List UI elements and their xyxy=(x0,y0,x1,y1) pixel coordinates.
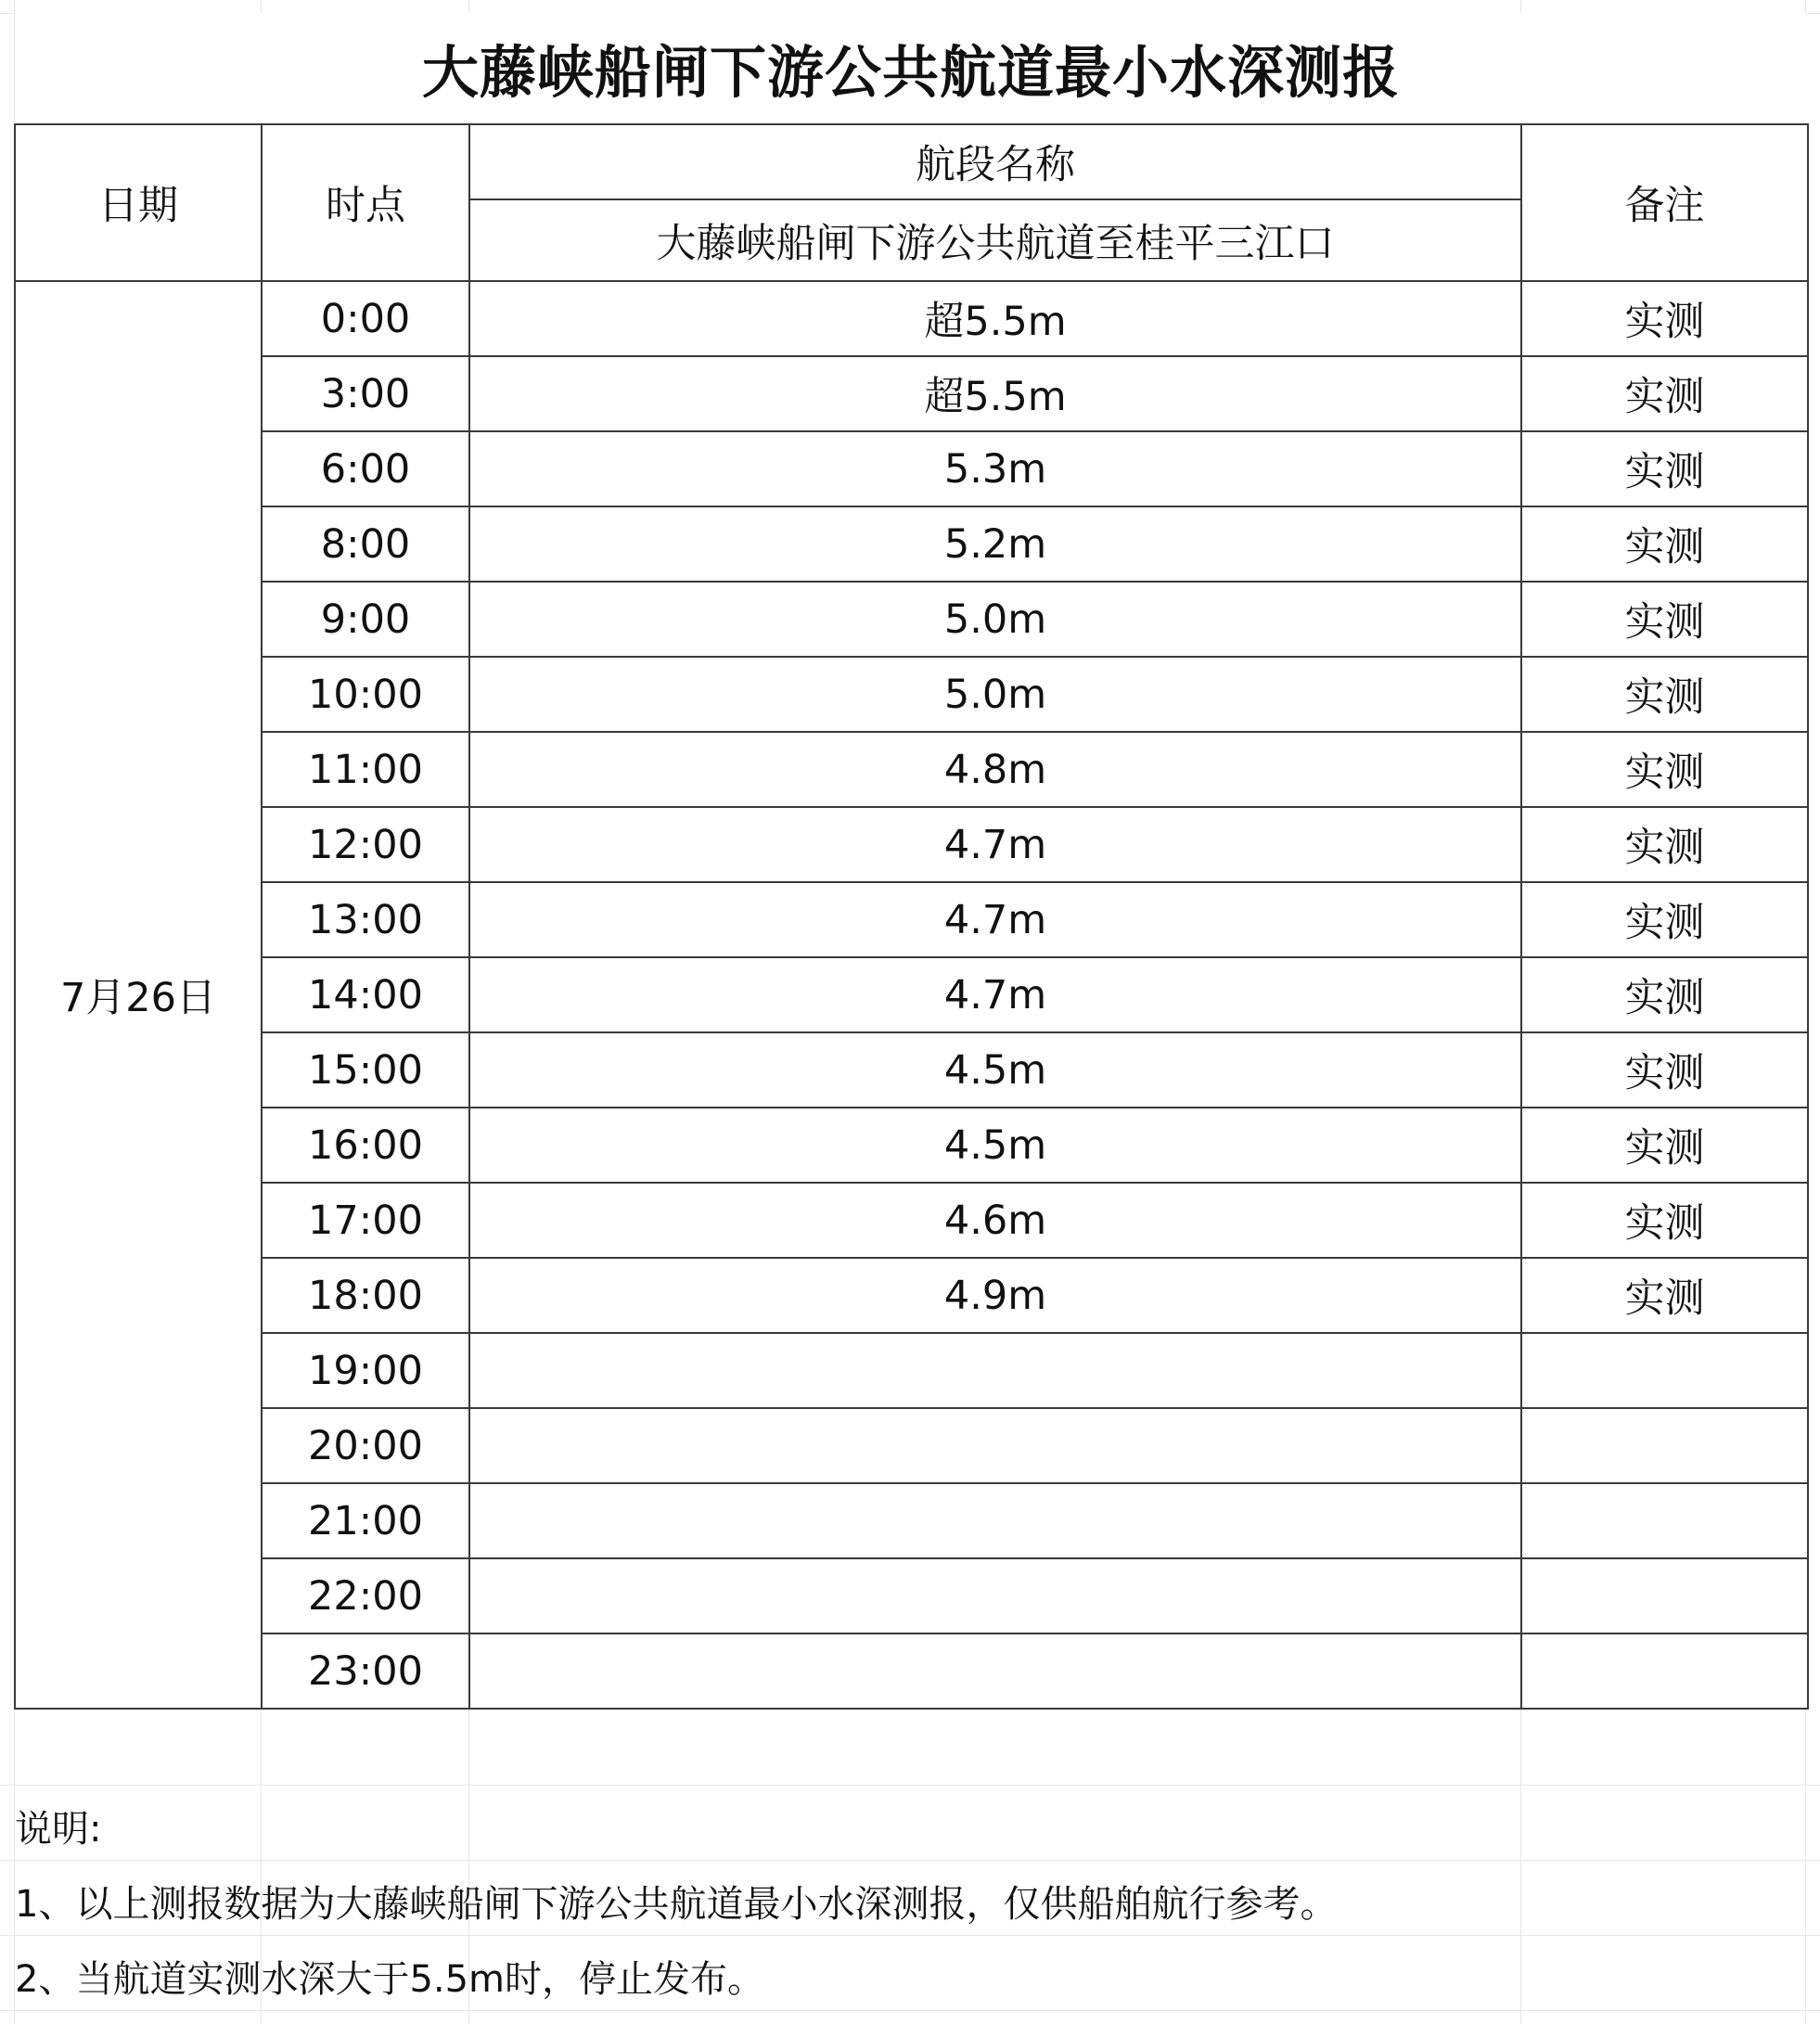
depth-cell: 4.5m xyxy=(469,1108,1521,1183)
header-section: 大藤峡船闸下游公共航道至桂平三江口 xyxy=(469,199,1521,281)
header-note: 备注 xyxy=(1521,124,1808,281)
time-cell: 21:00 xyxy=(262,1483,469,1558)
note-cell: 实测 xyxy=(1521,1108,1808,1183)
time-cell: 15:00 xyxy=(262,1032,469,1108)
note-item-1: 1、以上测报数据为大藤峡船闸下游公共航道最小水深测报，仅供船舶航行参考。 xyxy=(15,1883,1338,1926)
note-cell: 实测 xyxy=(1521,957,1808,1032)
depth-cell: 5.0m xyxy=(469,582,1521,657)
depth-cell: 超5.5m xyxy=(469,356,1521,431)
depth-cell xyxy=(469,1483,1521,1558)
table-row xyxy=(15,1558,1808,1633)
time-cell: 6:00 xyxy=(262,431,469,506)
note-cell: 实测 xyxy=(1521,657,1808,732)
time-cell: 19:00 xyxy=(262,1333,469,1408)
time-cell: 14:00 xyxy=(262,957,469,1032)
time-cell: 3:00 xyxy=(262,356,469,431)
note-cell xyxy=(1521,1333,1808,1408)
depth-cell: 4.7m xyxy=(469,957,1521,1032)
time-cell: 22:00 xyxy=(262,1558,469,1633)
table-row xyxy=(15,1408,1808,1483)
table-row xyxy=(15,957,1808,1032)
table-row xyxy=(15,1258,1808,1333)
time-cell: 18:00 xyxy=(262,1258,469,1333)
depth-cell: 5.0m xyxy=(469,657,1521,732)
table-row xyxy=(15,582,1808,657)
table-row xyxy=(15,506,1808,582)
note-cell: 实测 xyxy=(1521,807,1808,882)
header-time: 时点 xyxy=(262,124,469,281)
time-cell: 16:00 xyxy=(262,1108,469,1183)
note-cell: 实测 xyxy=(1521,1183,1808,1258)
depth-cell: 5.3m xyxy=(469,431,1521,506)
table-row xyxy=(15,356,1808,431)
table-row xyxy=(15,431,1808,506)
depth-cell: 5.2m xyxy=(469,506,1521,582)
depth-cell: 4.6m xyxy=(469,1183,1521,1258)
header-row-1 xyxy=(15,124,1808,199)
note-cell xyxy=(1521,1633,1808,1709)
time-cell: 17:00 xyxy=(262,1183,469,1258)
note-cell xyxy=(1521,1558,1808,1633)
time-cell: 11:00 xyxy=(262,732,469,807)
time-cell: 0:00 xyxy=(262,281,469,356)
time-cell: 10:00 xyxy=(262,657,469,732)
depth-cell: 超5.5m xyxy=(469,281,1521,356)
time-cell: 20:00 xyxy=(262,1408,469,1483)
time-cell: 12:00 xyxy=(262,807,469,882)
table-row xyxy=(15,1333,1808,1408)
notes-heading: 说明: xyxy=(15,1808,102,1851)
date-cell: 7月26日 xyxy=(15,281,262,1709)
time-cell: 13:00 xyxy=(262,882,469,957)
table-row xyxy=(15,1108,1808,1183)
note-cell: 实测 xyxy=(1521,732,1808,807)
table-row xyxy=(15,882,1808,957)
table-row xyxy=(15,1633,1808,1709)
time-cell: 23:00 xyxy=(262,1633,469,1709)
header-date: 日期 xyxy=(15,124,262,281)
note-item-2: 2、当航道实测水深大于5.5m时，停止发布。 xyxy=(15,1958,765,2001)
depth-cell xyxy=(469,1333,1521,1408)
depth-cell: 4.9m xyxy=(469,1258,1521,1333)
depth-cell xyxy=(469,1558,1521,1633)
report-title: 大藤峡船闸下游公共航道最小水深测报 xyxy=(15,13,1807,122)
note-cell: 实测 xyxy=(1521,431,1808,506)
table-row xyxy=(15,1183,1808,1258)
note-cell: 实测 xyxy=(1521,506,1808,582)
table-row xyxy=(15,1483,1808,1558)
note-cell xyxy=(1521,1408,1808,1483)
depth-cell xyxy=(469,1633,1521,1709)
note-cell xyxy=(1521,1483,1808,1558)
note-cell: 实测 xyxy=(1521,1032,1808,1108)
time-cell: 9:00 xyxy=(262,582,469,657)
note-cell: 实测 xyxy=(1521,882,1808,957)
time-cell: 8:00 xyxy=(262,506,469,582)
note-cell: 实测 xyxy=(1521,281,1808,356)
table-row xyxy=(15,732,1808,807)
depth-report-table xyxy=(14,123,1809,1710)
table-row xyxy=(15,657,1808,732)
depth-cell: 4.5m xyxy=(469,1032,1521,1108)
table-row xyxy=(15,807,1808,882)
depth-cell: 4.7m xyxy=(469,807,1521,882)
table-row xyxy=(15,1032,1808,1108)
header-section-name: 航段名称 xyxy=(469,124,1521,199)
note-cell: 实测 xyxy=(1521,356,1808,431)
table-row xyxy=(15,281,1808,356)
depth-cell: 4.8m xyxy=(469,732,1521,807)
depth-cell: 4.7m xyxy=(469,882,1521,957)
depth-cell xyxy=(469,1408,1521,1483)
note-cell: 实测 xyxy=(1521,1258,1808,1333)
note-cell: 实测 xyxy=(1521,582,1808,657)
